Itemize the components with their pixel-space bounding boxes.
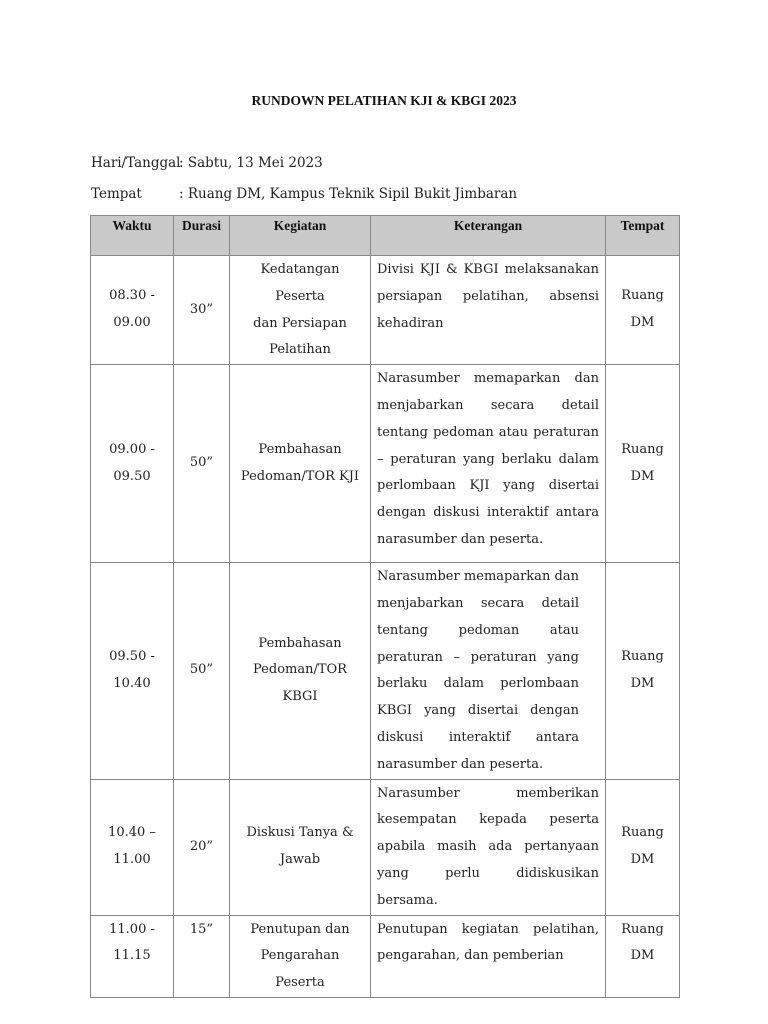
cell-kegiatan: Pembahasan Pedoman/TOR KJI (230, 365, 371, 563)
cell-keterangan: Narasumber memaparkan dan menjabarkan secara detail tentang pedoman atau peraturan – peraturan yang berlaku dalam perlombaan KJI yang disertai dengan diskusi interaktif antara narasumber dan peserta. (371, 365, 606, 563)
table-row (91, 256, 680, 365)
table-row (91, 779, 680, 915)
cell-kegiatan: Pembahasan Pedoman/TOR KBGI (230, 563, 371, 779)
cell-keterangan: Divisi KJI & KBGI melaksanakan persiapan pelatihan, absensi kehadiran (371, 256, 606, 365)
cell-waktu: 08.30 - 09.00 (91, 256, 174, 365)
header-tempat: Tempat (606, 216, 680, 256)
header-kegiatan: Kegiatan (230, 216, 371, 256)
cell-waktu: 10.40 – 11.00 (91, 779, 174, 915)
cell-kegiatan: Kedatangan Peserta dan Persiapan Pelatihan (230, 256, 371, 365)
cell-tempat: Ruang DM (606, 779, 680, 915)
cell-durasi: 30” (174, 256, 230, 365)
cell-waktu: 09.00 - 09.50 (91, 365, 174, 563)
cell-tempat: Ruang DM (606, 563, 680, 779)
header-durasi: Durasi (174, 216, 230, 256)
cell-durasi: 20” (174, 779, 230, 915)
document-title: RUNDOWN PELATIHAN KJI & KBGI 2023 (251, 93, 517, 108)
cell-durasi: 15” (174, 915, 230, 997)
info-date-line (91, 155, 323, 171)
info-place-value: : Ruang DM, Kampus Teknik Sipil Bukit Jimbaran (179, 186, 518, 202)
cell-kegiatan: Diskusi Tanya & Jawab (230, 779, 371, 915)
cell-keterangan: Penutupan kegiatan pelatihan, pengarahan, dan pemberian (371, 915, 606, 997)
table-row (91, 915, 680, 997)
cell-tempat: Ruang DM (606, 915, 680, 997)
header-waktu: Waktu (91, 216, 174, 256)
cell-keterangan: Narasumber memberikan kesempatan kepada peserta apabila masih ada pertanyaan yang perlu didiskusikan bersama. (371, 779, 606, 915)
rundown-table (90, 215, 680, 998)
table-row (91, 563, 680, 779)
cell-kegiatan: Penutupan dan Pengarahan Peserta (230, 915, 371, 997)
info-place-label: Tempat (91, 186, 142, 202)
info-date-label: Hari/Tanggal (91, 155, 181, 171)
cell-tempat: Ruang DM (606, 365, 680, 563)
cell-tempat: Ruang DM (606, 256, 680, 365)
table-header-row (91, 216, 680, 256)
header-keterangan: Keterangan (371, 216, 606, 256)
cell-waktu: 11.00 - 11.15 (91, 915, 174, 997)
cell-keterangan: Narasumber memaparkan dan menjabarkan secara detail tentang pedoman atau peraturan – peraturan yang berlaku dalam perlombaan KBGI yang disertai dengan diskusi interaktif antara narasumber dan peserta. (371, 563, 606, 779)
cell-durasi: 50” (174, 365, 230, 563)
info-date-value: : Sabtu, 13 Mei 2023 (179, 155, 323, 171)
table-row (91, 365, 680, 563)
info-place-line (91, 186, 517, 202)
cell-waktu: 09.50 - 10.40 (91, 563, 174, 779)
cell-durasi: 50” (174, 563, 230, 779)
